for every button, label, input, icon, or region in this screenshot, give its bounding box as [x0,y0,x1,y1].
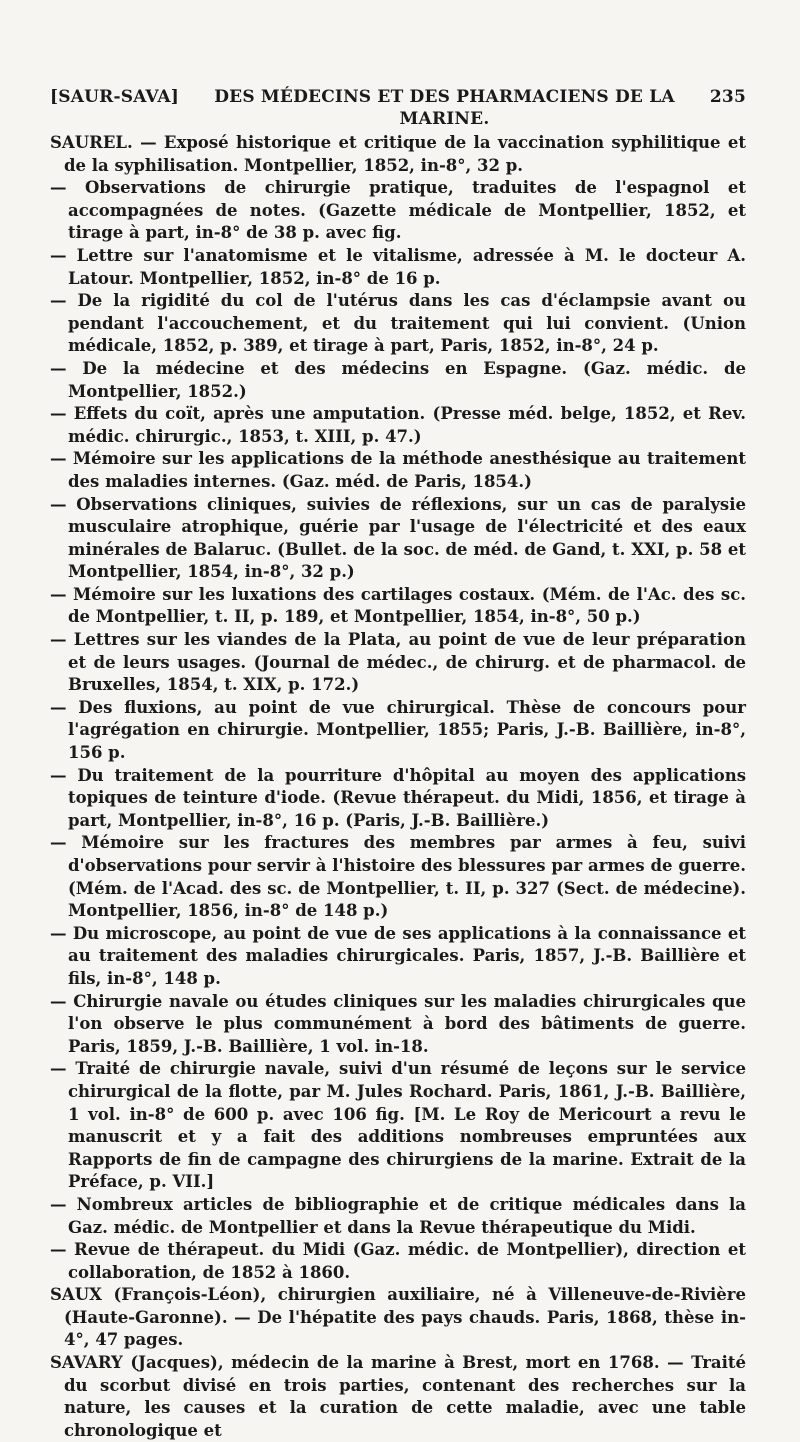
work-entry [50,358,746,403]
work-entry [50,832,746,922]
entry-text: — Nombreux articles de bibliographie et de critique médicales dans la Gaz. médic. de Montpellier et dans la Revue thérapeutique du Midi. [50,1194,746,1237]
entry-text: — Traité de chirurgie navale, suivi d'un résumé de leçons sur le service chirurgical de la flotte, par M. Jules Rochard. Paris, 1861, J.-B. Baillière, 1 vol. in-8° de 600 p. avec 106 fig. [M. Le Roy de Mericourt a revu le manuscrit et y a fait des additions nombreuses empruntées aux Rapports de fin de campagne des chirurgiens de la marine. Extrait de la Préface, p. VII.] [50,1059,746,1192]
entry-text: — Chirurgie navale ou études cliniques sur les maladies chirurgicales que l'on observe le plus communément à bord des bâtiments de guerre. Paris, 1859, J.-B. Baillière, 1 vol. in-18. [50,991,746,1056]
work-entry [50,403,746,448]
entry-text: — Lettres sur les viandes de la Plata, au point de vue de leur préparation et de leurs usages. (Journal de médec., de chirurg. et de pharmacol. de Bruxelles, 1854, t. XIX, p. 172.) [50,630,746,695]
entry-text: — Lettre sur l'anatomisme et le vitalisme, adressée à M. le docteur A. Latour. Montpellier, 1852, in-8° de 16 p. [50,245,746,288]
entry-text: — De la médecine et des médecins en Espagne. (Gaz. médic. de Montpellier, 1852.) [50,358,746,401]
author-entry [50,1352,746,1442]
author-name: SAUX [50,1285,102,1305]
work-entry [50,697,746,765]
work-entry [50,923,746,991]
work-entry [50,1239,746,1284]
bibliography-entries [50,132,746,1442]
entry-text: — Mémoire sur les luxations des cartilages costaux. (Mém. de l'Ac. des sc. de Montpellier, t. II, p. 189, et Montpellier, 1854, in-8°, 50 p.) [50,584,746,627]
work-entry [50,1058,746,1194]
author-name: SAVARY [50,1353,123,1373]
entry-text: — De la rigidité du col de l'utérus dans les cas d'éclampsie avant ou pendant l'accouchement, et du traitement qui lui convient. (Union médicale, 1852, p. 389, et tirage à part, Paris, 1852, in-8°, 24 p. [50,291,746,356]
work-entry [50,1194,746,1239]
author-name: SAUREL. [50,133,133,152]
entry-text: — Du microscope, au point de vue de ses applications à la connaissance et au traitement des maladies chirurgicales. Paris, 1857, J.-B. Baillière et fils, in-8°, 148 p. [50,923,746,988]
running-header [50,86,746,130]
entry-text: — Des fluxions, au point de vue chirurgical. Thèse de concours pour l'agrégation en chirurgie. Montpellier, 1855; Paris, J.-B. Baillière, in-8°, 156 p. [50,697,746,763]
entry-text: — Observations cliniques, suivies de réflexions, sur un cas de paralysie musculaire atrophique, guérie par l'usage de l'électricité et des eaux minérales de Balaruc. (Bullet. de la soc. de méd. de Gand, t. XXI, p. 58 et Montpellier, 1854, in-8°, 32 p.) [50,494,746,582]
entry-text: (Jacques), médecin de la marine à Brest, mort en 1768. — Traité du scorbut divisé en trois parties, contenant des recherches sur la nature, les causes et la curation de cette maladie, avec une table chronologique et [64,1353,746,1440]
entry-text: — Effets du coït, après une amputation. (Presse méd. belge, 1852, et Rev. médic. chirurgic., 1853, t. XIII, p. 47.) [50,404,746,446]
page-number: 235 [709,87,746,107]
work-entry [50,991,746,1059]
work-entry [50,494,746,584]
work-entry [50,765,746,833]
work-entry [50,448,746,493]
author-entry [50,132,746,177]
work-entry [50,177,746,245]
work-entry [50,290,746,358]
header-section-range: [SAUR-SAVA] [50,87,180,107]
document-page [50,86,746,1442]
entry-text: — Revue de thérapeut. du Midi (Gaz. médic. de Montpellier), direction et collaboration, de 1852 à 1860. [50,1240,746,1282]
entry-text: — Du traitement de la pourriture d'hôpital au moyen des applications topiques de teinture d'iode. (Revue thérapeut. du Midi, 1856, et tirage à part, Montpellier, in-8°, 16 p. (Paris, J.-B. Baillière.) [50,765,746,830]
header-title: DES MÉDECINS ET DES PHARMACIENS DE LA MARINE. [214,87,675,129]
entry-text: — Mémoire sur les fractures des membres par armes à feu, suivi d'observations pour servir à l'histoire des blessures par armes de guerre. (Mém. de l'Acad. des sc. de Montpellier, t. II, p. 327 (Sect. de médecine). Montpellier, 1856, in-8° de 148 p.) [50,833,746,921]
work-entry [50,245,746,290]
entry-text: — Mémoire sur les applications de la méthode anesthésique au traitement des maladies internes. (Gaz. méd. de Paris, 1854.) [50,449,746,491]
entry-text: — Exposé historique et critique de la vaccination syphilitique et de la syphilisation. Montpellier, 1852, in-8°, 32 p. [64,133,746,175]
work-entry [50,629,746,697]
entry-text: — Observations de chirurgie pratique, traduites de l'espagnol et accompagnées de notes. (Gazette médicale de Montpellier, 1852, et tirage à part, in-8° de 38 p. avec fig. [50,178,746,243]
work-entry [50,584,746,629]
entry-text: (François-Léon), chirurgien auxiliaire, né à Villeneuve-de-Rivière (Haute-Garonne). — De l'hépatite des pays chauds. Paris, 1868, thèse in-4°, 47 pages. [64,1285,746,1350]
author-entry [50,1284,746,1352]
